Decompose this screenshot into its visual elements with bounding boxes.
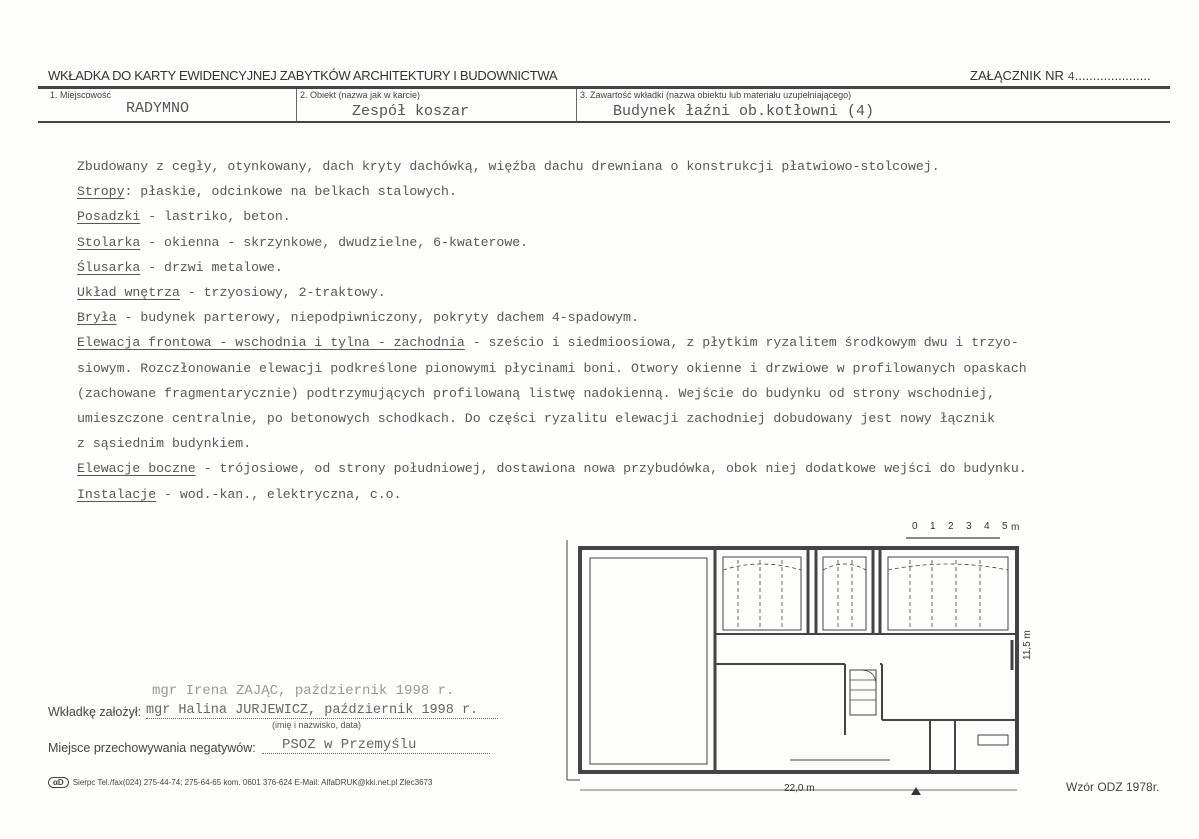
- scale-tick: 1: [930, 521, 936, 532]
- object-value: Zespół koszar: [352, 103, 470, 120]
- description-heading: Elewacje boczne: [77, 461, 196, 477]
- object-label: 2. Obiekt (nazwa jak w karcie): [300, 90, 421, 100]
- annex-number: ZAŁĄCZNIK NR 4.....................: [970, 68, 1151, 84]
- description-line: [77, 381, 1127, 406]
- description-text: z sąsiednim budynkiem.: [77, 436, 252, 452]
- description-line: [77, 305, 1127, 330]
- author-value: mgr Halina JURJEWICZ, październik 1998 r.: [146, 703, 498, 719]
- description-line: [77, 406, 1127, 431]
- description-text: - budynek parterowy, niepodpiwniczony, pokryty dachem 4-spadowym.: [116, 310, 639, 326]
- entrance-marker-icon: [911, 787, 921, 795]
- negatives-label: Miejsce przechowywania negatywów:: [48, 741, 256, 755]
- description-line: [77, 356, 1127, 381]
- description-text: umieszczone centralnie, po betonowych schodkach. Do części ryzalitu elewacji zachodniej dobudowany jest nowy łącznik: [77, 411, 995, 427]
- description-line: [77, 330, 1127, 355]
- form-model: Wzór ODZ 1978r.: [1066, 780, 1160, 794]
- description-line: [77, 456, 1127, 481]
- printer-info: [48, 777, 432, 788]
- location-value: RADYMNO: [126, 100, 190, 117]
- scale-tick: 4: [984, 521, 990, 532]
- content-value: Budynek łaźni ob.kotłowni (4): [613, 103, 875, 120]
- printer-text: Sierpc Tel./fax(024) 275-44-74; 275-64-65 kom. 0601 376-624 E-Mail: AlfaDRUK@kki.net.pl Zlec3673: [72, 778, 433, 787]
- scale-tick: 3: [966, 521, 972, 532]
- annex-label: ZAŁĄCZNIK NR: [970, 68, 1064, 83]
- author-label: Wkładkę założył:: [48, 705, 142, 719]
- description-line: [77, 179, 1127, 204]
- description-heading: Stolarka: [77, 234, 141, 250]
- scale-tick: 0: [912, 521, 918, 532]
- corrected-author: mgr Irena ZAJĄC, październik 1998 r.: [152, 683, 455, 699]
- description-line: [77, 154, 1127, 179]
- description: [77, 154, 1127, 507]
- description-text: Zbudowany z cegły, otynkowany, dach kryty dachówką, więźba dachu drewniana o konstrukcji płatwiowo-stolcowej.: [77, 159, 940, 174]
- description-line: [77, 280, 1127, 305]
- description-text: - trójosiowe, od strony południowej, dostawiona nowa przybudówka, obok niej dodatkowe wejści do budynku.: [195, 461, 1027, 477]
- description-heading: Bryła: [77, 310, 117, 326]
- divider: [38, 121, 1170, 123]
- description-heading: Elewacja frontowa - wschodnia i tylna - zachodnia: [77, 335, 465, 351]
- building-outline: [580, 548, 1017, 772]
- location-label: 1. Miejscowość: [50, 90, 112, 100]
- scale-tick: 5: [1002, 521, 1008, 532]
- divider: [576, 89, 577, 121]
- description-text: - okienna - skrzynkowe, dwudzielne, 6-kwaterowe.: [140, 234, 529, 250]
- scale-tick: 2: [948, 521, 954, 532]
- description-heading: Układ wnętrza: [77, 285, 180, 301]
- floor-plan: [560, 510, 1040, 810]
- divider: [38, 86, 1170, 89]
- depth-label: 11,5 m: [1022, 630, 1033, 660]
- description-heading: Stropy: [77, 184, 125, 200]
- description-text: - trzyosiowy, 2-traktowy.: [179, 285, 386, 301]
- scale-unit: m: [1011, 522, 1020, 533]
- description-line: [77, 431, 1127, 456]
- content-label: 3. Zawartość wkładki (nazwa obiektu lub materiału uzupełniającego): [580, 90, 852, 100]
- description-line: [77, 230, 1127, 255]
- description-text: (zachowane fragmentarycznie) podtrzymujących profilowaną listwę nadokienną. Wejście do budynku od strony wschodniej,: [77, 385, 995, 401]
- description-text: - wod.-kan., elektryczna, c.o.: [156, 486, 402, 502]
- printer-logo: αD: [48, 777, 69, 788]
- description-text: siowym. Rozczłonowanie elewacji podkreślone pionowymi płycinami boni. Otwory okienne i drzwiowe w profilowanych opaskach: [77, 360, 1027, 376]
- description-line: [77, 204, 1127, 229]
- form-title: WKŁADKA DO KARTY EWIDENCYJNEJ ZABYTKÓW ARCHITEKTURY I BUDOWNICTWA: [48, 68, 558, 83]
- description-line: [77, 482, 1127, 507]
- description-heading: Posadzki: [77, 209, 141, 225]
- description-heading: Ślusarka: [77, 259, 141, 275]
- description-text: - drzwi metalowe.: [140, 259, 283, 275]
- width-label: 22,0 m: [784, 783, 815, 794]
- description-text: - lastriko, beton.: [140, 209, 291, 225]
- description-line: [77, 255, 1127, 280]
- divider: [296, 89, 297, 121]
- annex-value: 4: [1067, 70, 1075, 84]
- author-hint: (imię i nazwisko, data): [272, 720, 362, 730]
- description-heading: Instalacje: [77, 486, 157, 502]
- description-text: : płaskie, odcinkowe na belkach stalowych.: [124, 184, 457, 200]
- negatives-value: PSOZ w Przemyślu: [262, 737, 490, 754]
- description-text: - sześcio i siedmioosiowa, z płytkim ryzalitem środkowym dwu i trzyo-: [464, 335, 1019, 351]
